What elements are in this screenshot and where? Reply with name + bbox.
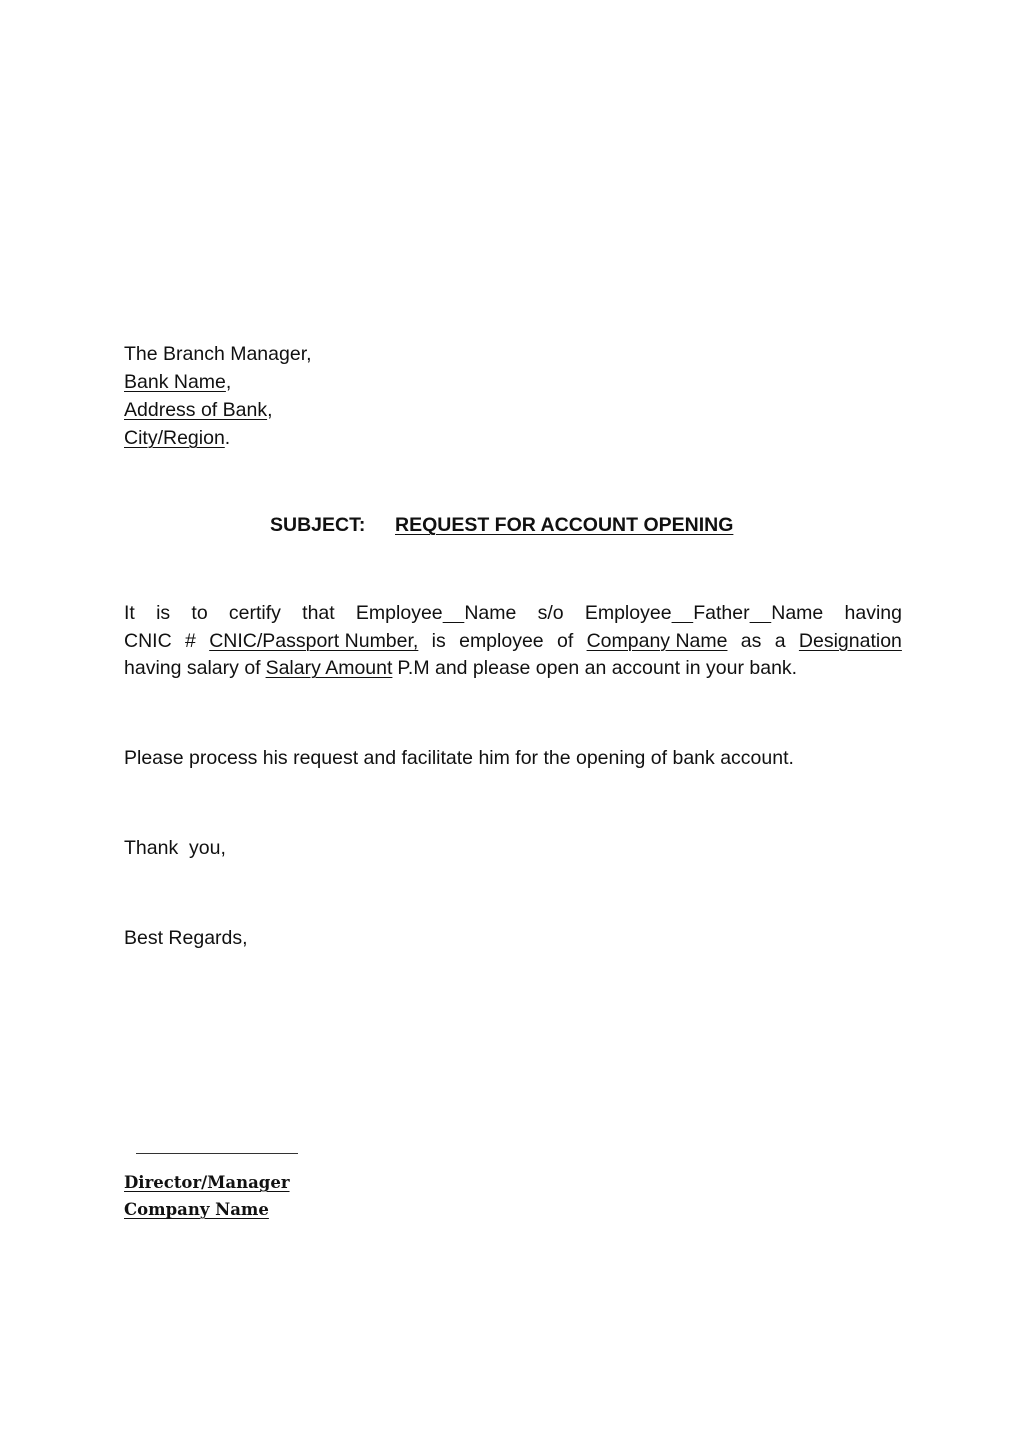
paragraph-line-3: having salary of Salary Amount P.M and please open an account in your bank. <box>124 657 798 679</box>
signatory-title: Director/Manager <box>124 1173 290 1192</box>
designation: Designation <box>798 629 902 652</box>
city-region: City/Region <box>124 427 225 449</box>
subject-label: SUBJECT: <box>270 514 366 536</box>
salary-amount: Salary Amount <box>265 657 393 679</box>
bank-name-line: Bank Name, <box>124 371 232 393</box>
request-paragraph: Please process his request and facilitate him for the opening of bank account. <box>124 747 794 769</box>
company-name: Company Name <box>586 629 728 652</box>
bank-address: Address of Bank <box>124 399 268 421</box>
regards-text: Best Regards, <box>124 927 248 949</box>
cnic-number: CNIC/Passport Number, <box>209 629 419 652</box>
signature-block <box>124 1169 290 1223</box>
signature-line <box>136 1153 298 1154</box>
thanks-text: Thank you, <box>124 837 226 859</box>
paragraph-line-1: It is to certify that Employee Name s/o Employee Father Name having <box>124 600 902 628</box>
employee-name: Employee Name <box>355 602 517 624</box>
recipient-address <box>124 340 312 452</box>
bank-address-line: Address of Bank, <box>124 399 273 421</box>
city-line: City/Region. <box>124 427 231 449</box>
recipient-title: The Branch Manager, <box>124 343 312 365</box>
signatory-company: Company Name <box>124 1200 269 1219</box>
certification-paragraph <box>124 600 902 683</box>
bank-name: Bank Name <box>124 371 226 393</box>
paragraph-line-2: CNIC # CNIC/Passport Number, is employee of Company Name as a Designation <box>124 628 902 656</box>
subject-value: REQUEST FOR ACCOUNT OPENING <box>395 514 734 536</box>
employee-father-name: Employee Father Name <box>584 602 824 624</box>
